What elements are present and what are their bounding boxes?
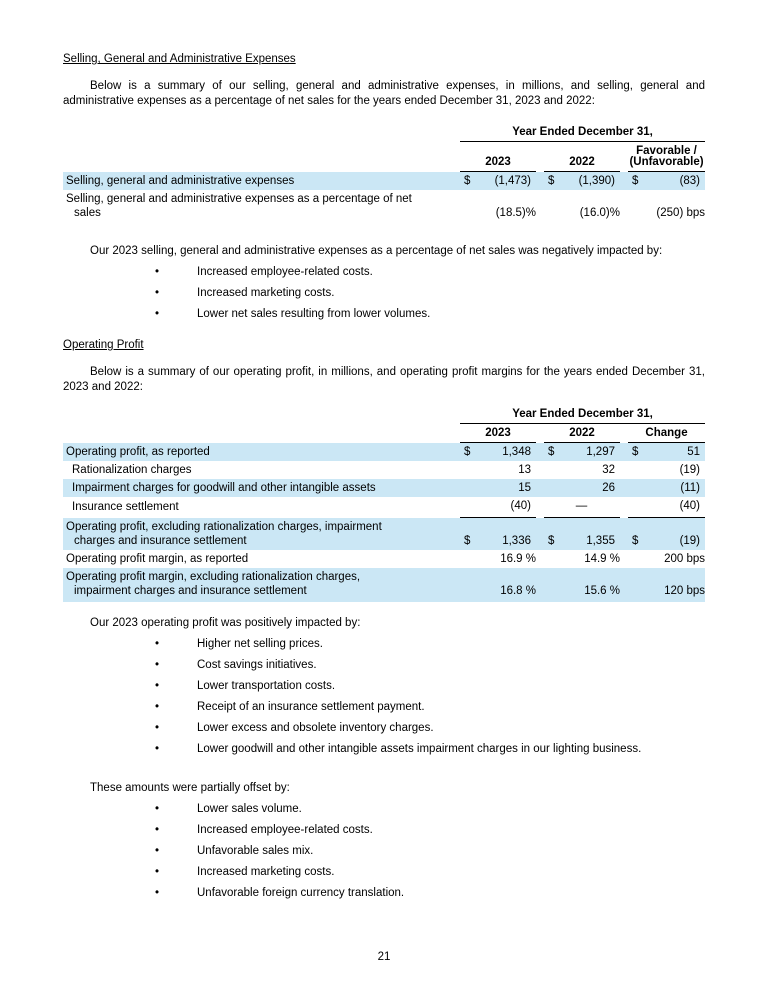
spacer-cell [620,497,628,518]
list-item [63,886,705,901]
favorable-label-line2: (Unfavorable) [629,156,704,168]
row-label: Insurance settlement [72,501,179,513]
spacer-cell [536,518,544,550]
sga-table [63,126,705,224]
table-row [63,497,705,518]
value-text: (19) [679,535,701,547]
page-number: 21 [377,951,391,963]
section-heading-sga: Selling, General and Administrative Expenses [63,53,296,65]
section-heading-operating-profit: Operating Profit [63,339,144,351]
row-label: Operating profit, as reported [63,443,460,461]
spacer-cell [536,190,544,224]
empty-cell [63,126,460,142]
list-item [63,286,705,301]
list-item-text: Lower transportation costs. [197,680,336,692]
column-header-favorable-unfavorable [628,142,705,172]
spacer-cell [620,190,628,224]
spacer-cell [536,424,544,443]
list-item [63,637,705,652]
spacer-cell [620,461,628,479]
row-label [63,568,460,602]
table-row [63,443,705,461]
empty-cell [63,424,460,443]
favorable-label-line1: Favorable / [636,145,697,157]
spacer-cell [536,550,544,568]
value-cell-2022 [544,443,620,461]
list-item-text: Lower goodwill and other intangible assets impairment charges in our lighting business. [197,743,642,755]
value-cell-2022: 14.9 % [584,553,620,565]
row-label-line1: Operating profit, excluding rationalization charges, impairment [66,521,382,533]
sga-bullet-list [63,265,705,322]
value-cell-2022 [544,518,620,550]
bullet-icon: • [155,701,160,713]
value-cell-change: (19) [679,464,701,476]
column-header-change: Change [628,424,705,443]
spacer-cell [620,568,628,602]
value-cell-2023: (40) [460,497,536,518]
column-header-2022: 2022 [544,424,620,443]
bullet-icon: • [155,287,160,299]
list-item [63,265,705,280]
table-row [63,479,705,497]
span-header: Year Ended December 31, [460,408,705,424]
value-text: (1,390) [578,175,615,187]
list-item [63,700,705,715]
currency-symbol: $ [464,535,471,547]
bullet-icon: • [155,824,160,836]
value-text: 1,348 [502,446,531,458]
empty-cell [63,408,460,424]
spacer-cell [620,550,628,568]
list-item [63,679,705,694]
row-label-line2: impairment charges and insurance settlement [74,585,307,597]
list-item [63,865,705,880]
list-item-text: Increased marketing costs. [197,866,335,878]
column-header-row [63,142,705,172]
bullet-icon: • [155,266,160,278]
bullet-icon: • [155,887,160,899]
span-header: Year Ended December 31, [460,126,705,142]
currency-symbol: $ [548,175,555,187]
operating-profit-positive-paragraph: Our 2023 operating profit was positively impacted by: [90,617,361,629]
value-cell-2022 [544,172,620,190]
positive-bullet-list [63,637,705,757]
spacer-cell [620,142,628,172]
column-header-2022: 2022 [544,142,620,172]
list-item [63,307,705,322]
spacer-cell [536,568,544,602]
table-row [63,461,705,479]
row-label-line2: sales [74,207,101,219]
bullet-icon: • [155,803,160,815]
list-item [63,721,705,736]
column-header-2023: 2023 [460,142,536,172]
spacer-cell [536,479,544,497]
list-item [63,802,705,817]
value-cell-2022: 32 [602,464,615,476]
row-label-line2: charges and insurance settlement [74,535,247,547]
value-text: (1,473) [494,175,531,187]
currency-symbol: $ [548,446,555,458]
bullet-icon: • [155,845,160,857]
list-item-text: Higher net selling prices. [197,638,323,650]
spacer-cell [620,479,628,497]
value-cell-2022: (16.0)% [579,207,620,219]
currency-symbol: $ [464,175,471,187]
value-text: 51 [687,446,701,458]
row-label: Impairment charges for goodwill and other intangible assets [63,479,460,497]
value-cell-2023 [460,518,536,550]
spacer-cell [620,424,628,443]
table-row [63,172,705,190]
value-cell-2023: 16.9 % [500,553,536,565]
value-cell-change [628,172,705,190]
value-cell-2023 [460,443,536,461]
table-row [63,518,705,550]
bullet-icon: • [155,743,160,755]
currency-symbol: $ [632,446,639,458]
currency-symbol: $ [464,446,471,458]
list-item-text: Unfavorable sales mix. [197,845,314,857]
list-item-text: Receipt of an insurance settlement payment. [197,701,425,713]
table-row [63,190,705,224]
spacer-cell [536,172,544,190]
bullet-icon: • [155,680,160,692]
spacer-cell [620,443,628,461]
list-item-text: Increased marketing costs. [197,287,335,299]
value-cell-change: (11) [628,479,705,497]
spacer-cell [536,443,544,461]
row-label: Selling, general and administrative expenses [63,172,460,190]
spacer-cell [620,172,628,190]
bullet-icon: • [155,866,160,878]
spacer-cell [620,518,628,550]
value-cell-change: 120 bps [628,568,705,602]
value-text: 1,336 [502,535,531,547]
value-cell-2023: 13 [518,464,531,476]
currency-symbol: $ [548,535,555,547]
list-item-text: Unfavorable foreign currency translation. [197,887,405,899]
value-cell-change: 200 bps [664,553,706,565]
value-cell-2023: 15 [460,479,536,497]
bullet-icon: • [155,308,160,320]
list-item [63,823,705,838]
table-row [63,568,705,602]
value-cell-2023: 16.8 % [460,568,536,602]
list-item-text: Cost savings initiatives. [197,659,317,671]
value-cell-change [628,518,705,550]
list-item-text: Increased employee-related costs. [197,266,373,278]
sga-impact-paragraph: Our 2023 selling, general and administrative expenses as a percentage of net sales was negatively impacted by: [90,245,663,257]
operating-profit-table [63,408,705,602]
list-item [63,742,705,757]
span-header-row [63,126,705,142]
list-item-text: Lower sales volume. [197,803,302,815]
row-label [63,518,460,550]
row-label [63,190,460,224]
bullet-icon: • [155,638,160,650]
value-text: 1,297 [586,446,615,458]
column-header-2023: 2023 [460,424,536,443]
currency-symbol: $ [632,175,639,187]
list-item [63,844,705,859]
spacer-cell [536,461,544,479]
row-label-line1: Operating profit margin, excluding rationalization charges, [66,571,361,583]
value-cell-change: (250) bps [656,207,706,219]
value-cell-2022: 26 [544,479,620,497]
span-header-row [63,408,705,424]
sga-intro-paragraph: Below is a summary of our selling, general and administrative expenses, in millions, and selling, general and administrative expenses as a percentage of net sales for the years ended December 31, 2023 and 2022: [63,80,705,107]
operating-profit-intro-paragraph: Below is a summary of our operating profit, in millions, and operating profit margins for the years ended December 31, 2023 and 2022: [63,366,705,393]
value-cell-2022: — [544,497,620,518]
row-label: Rationalization charges [72,464,192,476]
spacer-cell [536,142,544,172]
bullet-icon: • [155,659,160,671]
value-cell-change: (40) [628,497,705,518]
offset-paragraph: These amounts were partially offset by: [90,782,290,794]
list-item-text: Lower net sales resulting from lower volumes. [197,308,431,320]
value-text: 1,355 [586,535,615,547]
list-item [63,658,705,673]
row-label-line1: Selling, general and administrative expenses as a percentage of net [66,193,412,205]
value-cell-2023 [460,172,536,190]
value-cell-2022: 15.6 % [544,568,620,602]
row-label: Operating profit margin, as reported [66,553,249,565]
spacer-cell [536,497,544,518]
empty-cell [63,142,460,172]
list-item-text: Increased employee-related costs. [197,824,373,836]
bullet-icon: • [155,722,160,734]
table-row [63,550,705,568]
column-header-row [63,424,705,443]
value-text: (83) [679,175,701,187]
offset-bullet-list [63,802,705,901]
currency-symbol: $ [632,535,639,547]
value-cell-change [628,443,705,461]
list-item-text: Lower excess and obsolete inventory charges. [197,722,434,734]
value-cell-2023: (18.5)% [495,207,536,219]
